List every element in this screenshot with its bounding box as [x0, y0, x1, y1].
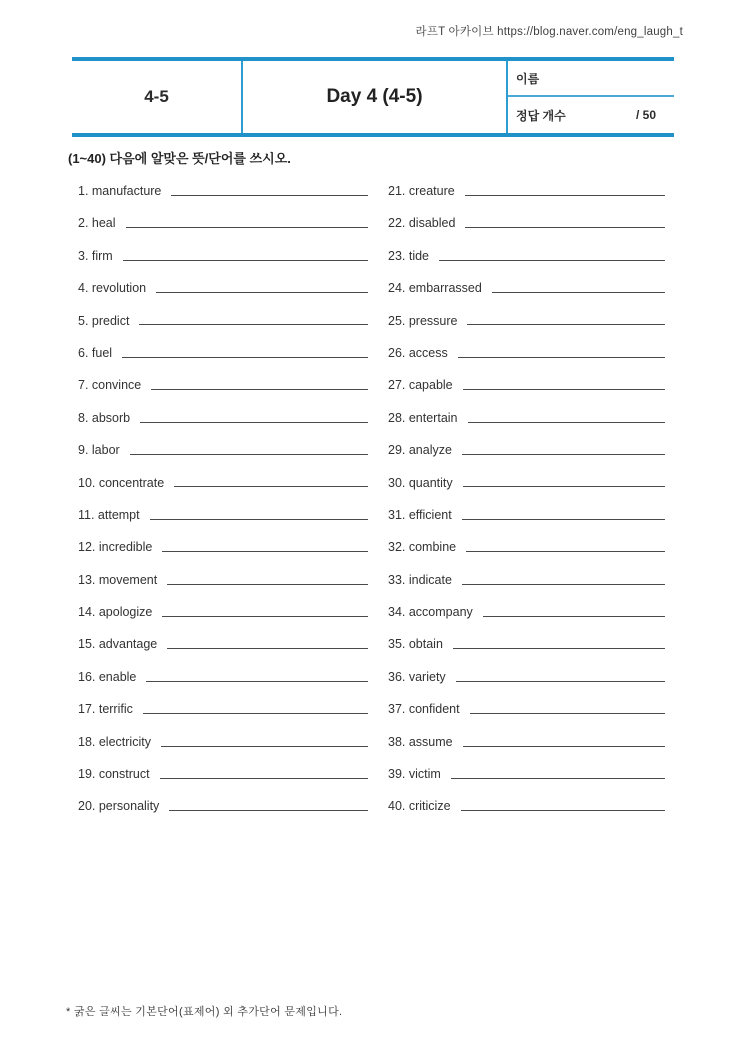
- question-item: [388, 426, 665, 458]
- question-word: 5. predict: [78, 313, 130, 328]
- question-word: 10. concentrate: [78, 475, 165, 490]
- answer-blank-line: [122, 357, 368, 358]
- question-word: 15. advantage: [78, 637, 158, 652]
- question-item: [388, 264, 665, 296]
- answer-blank-line: [126, 227, 368, 228]
- answer-blank-line: [483, 616, 665, 617]
- question-word: 7. convince: [78, 378, 142, 393]
- question-item: [388, 620, 665, 652]
- question-item: [78, 652, 368, 684]
- answer-blank-line: [463, 746, 665, 747]
- question-item: [388, 588, 665, 620]
- answer-blank-line: [151, 389, 368, 390]
- page-title: Day 4 (4-5): [243, 61, 508, 133]
- question-word: 32. combine: [388, 540, 457, 555]
- question-column-right: [388, 167, 665, 815]
- answer-blank-line: [146, 681, 368, 682]
- question-item: [388, 393, 665, 425]
- question-item: [78, 588, 368, 620]
- question-item: [78, 296, 368, 328]
- question-item: [388, 231, 665, 263]
- question-item: [388, 458, 665, 490]
- question-word: 2. heal: [78, 216, 116, 231]
- answer-blank-line: [174, 486, 368, 487]
- question-item: [388, 490, 665, 522]
- question-word: 26. access: [388, 345, 448, 360]
- question-column-left: [78, 167, 368, 815]
- question-item: [78, 328, 368, 360]
- answer-blank-line: [467, 324, 665, 325]
- instruction-text: (1~40) 다음에 알맞은 뜻/단어를 쓰시오.: [68, 151, 291, 166]
- question-word: 12. incredible: [78, 540, 153, 555]
- question-item: [78, 264, 368, 296]
- question-item: [388, 199, 665, 231]
- question-word: 19. construct: [78, 767, 150, 782]
- score-total: / 50: [635, 108, 656, 122]
- question-word: 8. absorb: [78, 410, 131, 425]
- question-word: 28. entertain: [388, 410, 458, 425]
- answer-blank-line: [462, 454, 665, 455]
- question-item: [78, 167, 368, 199]
- question-word: 31. efficient: [388, 507, 452, 522]
- answer-blank-line: [156, 292, 368, 293]
- question-item: [78, 361, 368, 393]
- score-label: 정답 개수: [516, 108, 566, 123]
- question-word: 14. apologize: [78, 605, 153, 620]
- answer-blank-line: [451, 778, 665, 779]
- answer-blank-line: [468, 422, 666, 423]
- answer-blank-line: [167, 648, 368, 649]
- question-word: 39. victim: [388, 767, 441, 782]
- question-word: 29. analyze: [388, 443, 452, 458]
- question-word: 37. confident: [388, 702, 460, 717]
- question-item: [388, 328, 665, 360]
- question-item: [78, 685, 368, 717]
- question-item: [388, 750, 665, 782]
- question-item: [388, 523, 665, 555]
- question-word: 27. capable: [388, 378, 453, 393]
- question-word: 18. electricity: [78, 734, 151, 749]
- question-word: 35. obtain: [388, 637, 443, 652]
- question-item: [78, 426, 368, 458]
- question-item: [388, 652, 665, 684]
- name-score-cell: [508, 61, 674, 133]
- unit-cell: 4-5: [72, 61, 243, 133]
- answer-blank-line: [130, 454, 368, 455]
- question-word: 13. movement: [78, 572, 158, 587]
- question-word: 22. disabled: [388, 216, 456, 231]
- answer-blank-line: [160, 778, 368, 779]
- question-item: [78, 717, 368, 749]
- question-item: [388, 782, 665, 814]
- question-item: [78, 199, 368, 231]
- answer-blank-line: [463, 486, 665, 487]
- answer-blank-line: [123, 260, 368, 261]
- question-word: 33. indicate: [388, 572, 452, 587]
- answer-blank-line: [140, 422, 368, 423]
- question-word: 24. embarrassed: [388, 281, 482, 296]
- question-word: 4. revolution: [78, 281, 147, 296]
- question-word: 1. manufacture: [78, 184, 162, 199]
- answer-blank-line: [456, 681, 665, 682]
- question-word: 17. terrific: [78, 702, 133, 717]
- question-word: 40. criticize: [388, 799, 451, 814]
- answer-blank-line: [162, 616, 368, 617]
- archive-url-text: 라프T 아카이브 https://blog.naver.com/eng_laugh_t: [415, 26, 683, 38]
- answer-blank-line: [143, 713, 368, 714]
- answer-blank-line: [171, 195, 368, 196]
- question-item: [388, 685, 665, 717]
- question-item: [388, 296, 665, 328]
- answer-blank-line: [439, 260, 665, 261]
- answer-blank-line: [162, 551, 368, 552]
- question-word: 3. firm: [78, 248, 113, 263]
- question-word: 36. variety: [388, 669, 446, 684]
- question-item: [78, 555, 368, 587]
- question-word: 34. accompany: [388, 605, 473, 620]
- answer-blank-line: [462, 519, 665, 520]
- score-row: [508, 97, 674, 133]
- question-item: [78, 523, 368, 555]
- question-word: 25. pressure: [388, 313, 458, 328]
- question-word: 38. assume: [388, 734, 453, 749]
- question-item: [78, 620, 368, 652]
- answer-blank-line: [466, 551, 665, 552]
- answer-blank-line: [462, 584, 665, 585]
- question-word: 21. creature: [388, 184, 455, 199]
- answer-blank-line: [465, 195, 665, 196]
- question-word: 11. attempt: [78, 507, 140, 522]
- answer-blank-line: [161, 746, 368, 747]
- question-item: [388, 555, 665, 587]
- answer-blank-line: [492, 292, 665, 293]
- answer-blank-line: [453, 648, 665, 649]
- question-columns: [78, 167, 665, 815]
- question-word: 16. enable: [78, 669, 137, 684]
- answer-blank-line: [465, 227, 665, 228]
- question-word: 6. fuel: [78, 345, 113, 360]
- question-word: 9. labor: [78, 443, 120, 458]
- question-word: 23. tide: [388, 248, 430, 263]
- answer-blank-line: [461, 810, 665, 811]
- question-word: 20. personality: [78, 799, 160, 814]
- footer-note: * 굵은 글씨는 기본단어(표제어) 외 추가단어 문제입니다.: [66, 1006, 343, 1018]
- question-item: [78, 782, 368, 814]
- answer-blank-line: [167, 584, 368, 585]
- question-item: [388, 167, 665, 199]
- answer-blank-line: [470, 713, 665, 714]
- answer-blank-line: [458, 357, 665, 358]
- answer-blank-line: [150, 519, 368, 520]
- question-item: [78, 490, 368, 522]
- question-item: [388, 717, 665, 749]
- question-item: [78, 393, 368, 425]
- answer-blank-line: [139, 324, 368, 325]
- title-table: [72, 57, 674, 137]
- name-label: 이름: [508, 61, 674, 97]
- question-word: 30. quantity: [388, 475, 453, 490]
- question-item: [78, 750, 368, 782]
- question-item: [78, 458, 368, 490]
- question-item: [78, 231, 368, 263]
- question-item: [388, 361, 665, 393]
- answer-blank-line: [463, 389, 665, 390]
- answer-blank-line: [169, 810, 368, 811]
